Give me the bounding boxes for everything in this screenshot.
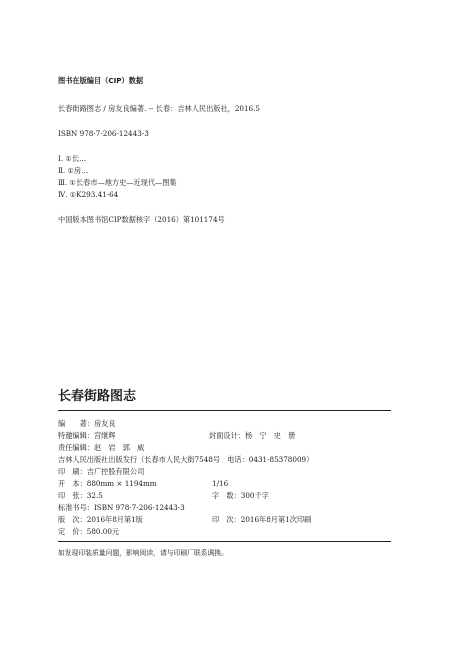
credit-printer: 印 刷：吉广控股有限公司 bbox=[58, 467, 145, 476]
credit-word-count: 字 数：300千字 bbox=[212, 491, 269, 500]
credit-cover-design: 封面设计：杨 宁 史 册 bbox=[209, 431, 296, 440]
credit-publisher: 吉林人民出版社出版发行（长春市人民大街7548号 电话：0431-85378009） bbox=[58, 455, 314, 464]
credit-format-ratio: 1/16 bbox=[212, 479, 229, 488]
footer-note: 如发现印装质量问题，影响阅读，请与印刷厂联系调换。 bbox=[58, 549, 228, 557]
cip-subject-4: Ⅳ. ①K293.41-64 bbox=[58, 190, 119, 199]
credit-format: 开 本：880mm × 1194mm bbox=[58, 479, 157, 488]
credit-standard-number: 标准书号：ISBN 978-7-206-12443-3 bbox=[58, 503, 185, 512]
credit-editor: 编 著：房友良 bbox=[58, 419, 116, 428]
cip-subject-2: Ⅱ. ①房… bbox=[58, 166, 89, 175]
book-title: 长春街路图志 bbox=[58, 389, 137, 404]
credit-responsible-editor: 责任编辑：赵 岩 郭 威 bbox=[58, 443, 145, 452]
footer-rule bbox=[58, 541, 391, 542]
title-rule bbox=[58, 410, 391, 411]
credit-price: 定 价：580.00元 bbox=[58, 527, 120, 536]
cip-heading: 图书在版编目（CIP）数据 bbox=[58, 76, 144, 85]
cip-subject-1: Ⅰ. ①长… bbox=[58, 154, 87, 163]
cip-bibliographic-line: 长春街路图志 / 房友良编著. -- 长春：吉林人民出版社，2016.5 bbox=[58, 104, 260, 113]
credit-edition: 版 次：2016年8月第1版 bbox=[58, 515, 143, 524]
cip-record-number: 中国版本图书馆CIP数据核字（2016）第101174号 bbox=[58, 215, 225, 224]
cip-subject-3: Ⅲ. ①长春市—地方史—近现代—图集 bbox=[58, 178, 177, 187]
credit-printing: 印 次：2016年8月第1次印刷 bbox=[212, 515, 312, 524]
cip-isbn: ISBN 978-7-206-12443-3 bbox=[58, 129, 149, 138]
credit-sheets: 印 张：32.5 bbox=[58, 491, 103, 500]
credit-special-editor: 特邀编辑：宫继辉 bbox=[58, 431, 116, 440]
